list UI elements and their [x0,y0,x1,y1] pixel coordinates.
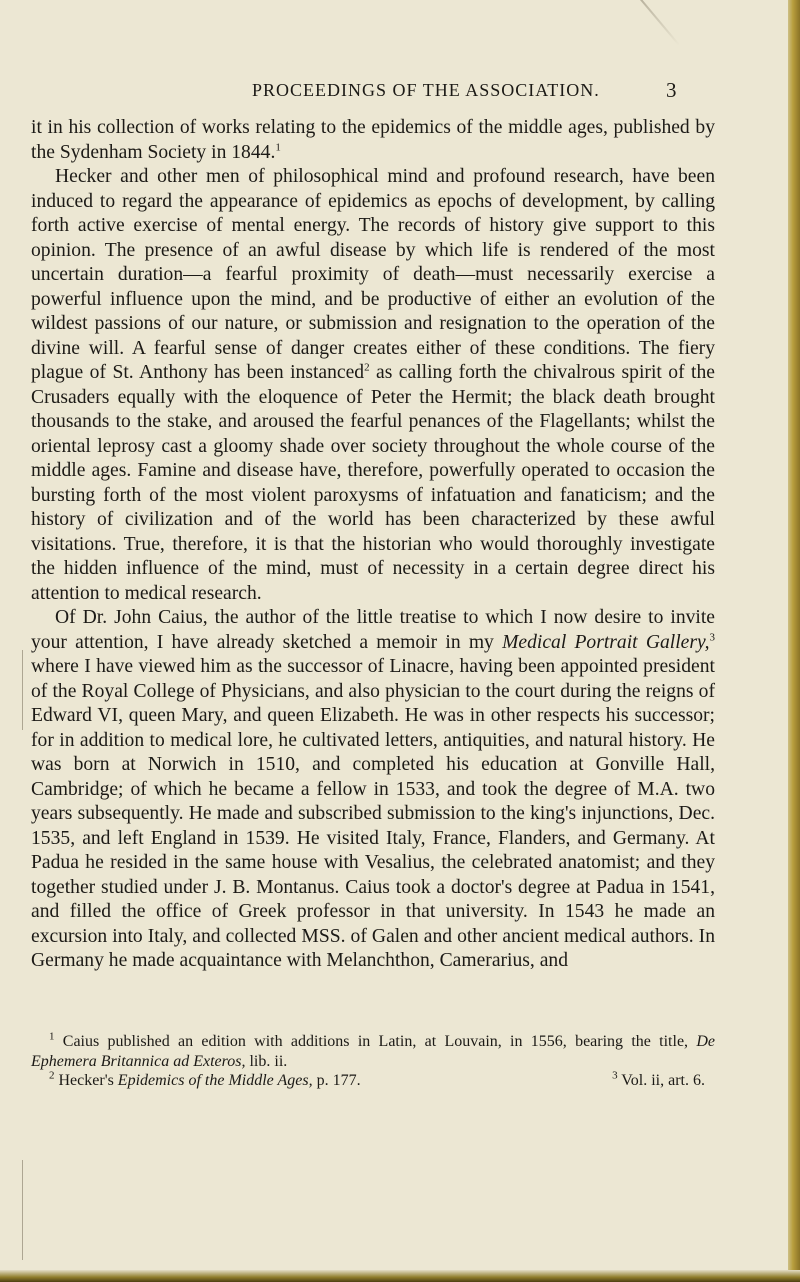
footnote [31,1032,715,1071]
paragraph-text: Of Dr. John Caius, the author of the little treatise to which I now desire to invite your attention, I have already sketched a memoir in my [31,607,715,653]
paragraph [31,165,715,606]
paragraph-text: where I have viewed him as the successor of Linacre, having been appointed president of the Royal College of Physicians, and also physician to the court during the reigns of Edward VI, queen Mary, and queen Elizabeth. He was in other respects his successor; for in addition to medical lore, he cultivated letters, antiquities, and natural history. He was born at Norwich in 1510, and completed his education at Gonville Hall, Cambridge; of which he became a fellow in 1533, and took the degree of M.A. two years subsequently. He made and subscribed submission to the king's injunctions, Dec. 1535, and left England in 1539. He visited Italy, France, Flanders, and Germany. At Padua he resided in the same house with Vesalius, the celebrated anatomist; and they together studied under J. B. Montanus. Caius took a doctor's degree at Padua in 1541, and filled the office of Greek professor in that university. In 1543 he made an excursion into Italy, and collected MSS. of Galen and other ancient medical authors. In Germany he made acquaintance with Melanchthon, Camerarius, and [31,656,715,971]
footnote-mark: 1 [49,1030,55,1043]
paragraph [31,116,715,165]
footnote-mark: 2 [49,1069,55,1082]
footnote-row [31,1071,715,1091]
paragraph-text: it in his collection of works relating to the epidemics of the middle ages, published by the Sydenham Society in 1844. [31,117,715,163]
footnote-ref: 2 [364,361,370,374]
book-title: Medical Portrait Gallery, [502,631,710,653]
footnote-text: Vol. ii, art. 6. [617,1072,705,1089]
footnote [31,1071,361,1091]
body-text [31,116,715,974]
page-header [0,80,788,110]
book-title: De Ephemera Britannica ad Exteros, [31,1033,715,1070]
footnote-text: Hecker's [54,1072,118,1089]
page-edge-right [788,0,800,1282]
page-number: 3 [666,78,677,102]
footnote-ref: 1 [275,140,281,153]
page-edge-bottom [0,1270,800,1282]
margin-mark [22,650,23,730]
margin-mark [22,1160,23,1260]
paragraph [31,606,715,974]
footnotes [31,1032,715,1091]
footnote-text: p. 177. [312,1072,361,1089]
footnote-text: Caius published an edition with additions in Latin, at Louvain, in 1556, bearing the title, [54,1033,697,1050]
footnote [612,1071,715,1091]
footnote-ref: 3 [709,630,715,643]
paper-fold-shadow [640,0,680,46]
footnote-text: lib. ii. [245,1052,288,1070]
footnote-mark: 3 [612,1069,618,1082]
running-head: PROCEEDINGS OF THE ASSOCIATION. [252,80,600,100]
book-title: Epidemics of the Middle Ages, [117,1072,313,1089]
paragraph-text: Hecker and other men of philosophical mind and profound research, have been induced to regard the appearance of epidemics as epochs of development, by calling forth active exercise of mental energy. The records of history give support to this opinion. The presence of an awful disease by which life is rendered of the most uncertain duration—a fearful proximity of death—must necessarily exercise a powerful influence upon the mind, and be productive of either an evolution of the wildest passions of our nature, or submission and resignation to the operation of the divine will. A fearful sense of danger creates either of these conditions. The fiery plague of St. Anthony has been instanced [31,166,715,383]
paragraph-text: as calling forth the chivalrous spirit of the Crusaders equally with the eloquence of Peter the Hermit; the black death brought thousands to the stake, and aroused the fearful penances of the Flagellants; whilst the oriental leprosy cast a gloomy shade over society throughout the whole course of the middle ages. Famine and disease have, therefore, powerfully operated to occasion the bursting forth of the most violent paroxysms of infatuation and fanaticism; and the history of civilization and of the world has been characterized by these awful visitations. True, therefore, it is that the historian who would thoroughly investigate the hidden influence of the mind, must of necessity in a certain degree direct his attention to medical research. [31,362,715,604]
